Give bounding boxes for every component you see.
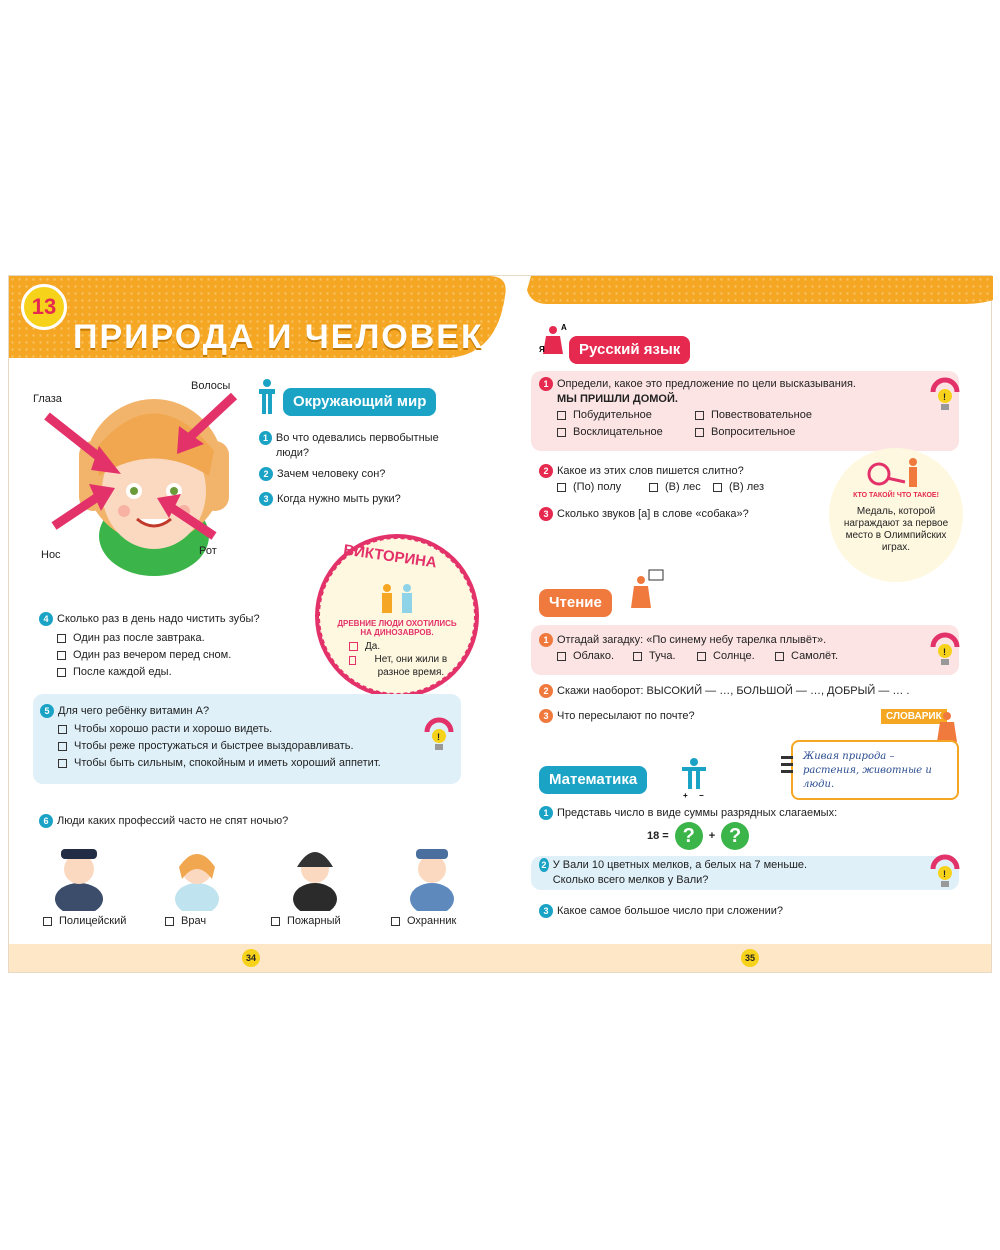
math-q1-expression: [647, 822, 749, 850]
world-q2: 2 Зачем человеку сон?: [259, 467, 459, 482]
reading-q1-option-2[interactable]: Туча.: [633, 648, 697, 665]
lesson-number-badge: [21, 284, 67, 330]
lightbulb-icon: [929, 631, 961, 671]
reading-q2-text: 2 Скажи наоборот: ВЫСОКИЙ — …, БОЛЬШОЙ — …, ДОБРЫЙ — … .: [539, 684, 910, 699]
q4-option-1[interactable]: Один раз после завтрака.: [39, 630, 309, 647]
q6-option-guard[interactable]: Охранник: [391, 913, 456, 930]
world-q3: 3 Когда нужно мыть руки?: [259, 492, 459, 507]
russian-q3-text: 3 Сколько звуков [а] в слове «собака»?: [539, 507, 749, 522]
russian-q2-block: [539, 464, 764, 496]
math-expr-left: 18 =: [647, 830, 669, 842]
q4-block: [39, 612, 309, 681]
right-page: [501, 276, 993, 972]
q5-text: 5 Для чего ребёнку витамин А?: [40, 704, 461, 719]
svg-text:−: −: [699, 791, 704, 800]
face-arrows: [39, 376, 249, 556]
person-letters-icon: [539, 322, 569, 362]
russian-q1-options: [539, 407, 959, 441]
q5-option-3[interactable]: Чтобы быть сильным, спокойным и иметь хороший аппетит.: [40, 755, 461, 772]
label-nose: Нос: [41, 549, 61, 561]
math-q2-block: [531, 856, 959, 890]
svg-text:!: !: [943, 392, 946, 402]
right-top-band: [501, 276, 993, 336]
label-hair: Волосы: [191, 380, 231, 392]
q6-text: 6 Люди каких профессий часто не спят ночью?: [39, 814, 288, 829]
label-mouth: Рот: [199, 545, 217, 557]
svg-text:+: +: [683, 791, 688, 800]
hard-question-badge-math: [929, 853, 961, 898]
russian-heading: Русский язык: [569, 336, 690, 364]
q4-option-2[interactable]: Один раз вечером перед сном.: [39, 647, 309, 664]
reading-q3-text: 3 Что пересылают по почте?: [539, 709, 695, 724]
math-question-mark-2: ?: [721, 822, 749, 850]
dictionary-label: СЛОВАРИК: [881, 709, 947, 724]
reading-q1-option-4[interactable]: Самолёт.: [775, 648, 838, 665]
russian-q2-option-3[interactable]: (В) лез: [713, 479, 764, 496]
lightbulb-icon: [929, 376, 961, 416]
math-person-icon: [679, 756, 709, 800]
russian-q1-option-2[interactable]: Повествовательное: [695, 407, 812, 424]
page-number-right: 35: [741, 949, 759, 967]
q5-option-2[interactable]: Чтобы реже простужаться и быстрее выздоравливать.: [40, 738, 461, 755]
who-what-label: КТО ТАКОЙ! ЧТО ТАКОЕ!: [853, 492, 939, 499]
hard-question-badge-russian: [929, 376, 961, 421]
russian-q1-block: [531, 371, 959, 451]
doctor-figure: [175, 854, 219, 911]
russian-q2-option-2[interactable]: (В) лес: [649, 479, 713, 496]
math-question-mark-1: ?: [675, 822, 703, 850]
quiz-statement: ДРЕВНИЕ ЛЮДИ ОХОТИЛИСЬ НА ДИНОЗАВРОВ.: [337, 619, 457, 637]
reading-q1-option-3[interactable]: Солнце.: [697, 648, 775, 665]
world-heading: Окружающий мир: [283, 388, 436, 416]
reading-q1-block: [531, 625, 959, 675]
q5-block: [33, 694, 461, 784]
quiz-options: [349, 640, 459, 679]
professions-illustration: [47, 831, 467, 911]
world-q1: 1 Во что одевались первобытные люди?: [259, 431, 459, 461]
q6-option-doctor[interactable]: Врач: [165, 913, 206, 930]
russian-q1-option-3[interactable]: Восклицательное: [557, 424, 695, 441]
svg-text:Я: Я: [539, 345, 545, 354]
label-eyes: Глаза: [33, 393, 62, 405]
math-q3-text: 3 Какое самое большое число при сложении?: [539, 904, 783, 919]
q4-text: 4 Сколько раз в день надо чистить зубы?: [39, 612, 309, 627]
left-page: [9, 276, 501, 972]
who-what-text: Медаль, которой награждают за первое место в Олимпийских играх.: [843, 506, 949, 553]
quiz-title: ВИКТОРИНА: [342, 541, 438, 572]
firefighter-figure: [293, 852, 337, 911]
page-number-left: 34: [242, 949, 260, 967]
svg-text:А: А: [561, 323, 567, 332]
dictionary-card: [791, 740, 959, 800]
world-questions: [259, 431, 459, 507]
guard-figure: [410, 849, 454, 911]
russian-q1-option-1[interactable]: Побудительное: [557, 407, 695, 424]
lesson-number: 13: [31, 294, 57, 319]
magnifier-person-icon: [861, 456, 931, 496]
hard-question-badge-reading: [929, 631, 961, 676]
policeman-figure: [55, 849, 103, 911]
lightbulb-icon: [929, 853, 961, 893]
svg-text:!: !: [943, 869, 946, 879]
q6-option-firefighter[interactable]: Пожарный: [271, 913, 341, 930]
q5-option-1[interactable]: Чтобы хорошо расти и хорошо видеть.: [40, 721, 461, 738]
svg-text:!: !: [943, 647, 946, 657]
quiz-option-yes[interactable]: Да.: [349, 640, 459, 653]
reading-person-icon: [629, 568, 665, 610]
russian-q2-option-1[interactable]: (По) полу: [557, 479, 649, 496]
math-heading: Математика: [539, 766, 647, 794]
q6-option-police[interactable]: Полицейский: [43, 913, 126, 930]
quiz-option-no[interactable]: Нет, они жили в разное время.: [349, 653, 459, 679]
who-what-bubble: [829, 448, 963, 582]
reading-q1-text: 1 Отгадай загадку: «По синему небу тарелка плывёт».: [539, 633, 959, 648]
book-spread: [8, 275, 992, 973]
person-icon: [259, 378, 275, 416]
page-title: ПРИРОДА И ЧЕЛОВЕК: [73, 318, 484, 356]
svg-text:!: !: [437, 732, 440, 742]
russian-q1-option-4[interactable]: Вопросительное: [695, 424, 812, 441]
russian-q2-text: 2 Какое из этих слов пишется слитно?: [539, 464, 764, 479]
math-q2-text: 2 У Вали 10 цветных мелков, а белых на 7 меньше. Сколько всего мелков у Вали?: [531, 856, 839, 888]
reading-heading: Чтение: [539, 589, 612, 617]
dictionary-text: Живая природа – растения, животные и люди.: [803, 751, 932, 790]
hard-question-badge: [423, 716, 455, 761]
lightbulb-icon: [423, 716, 455, 756]
q4-option-3[interactable]: После каждой еды.: [39, 664, 309, 681]
russian-q1-text: 1 Определи, какое это предложение по цели высказывания. МЫ ПРИШЛИ ДОМОЙ.: [539, 377, 959, 407]
math-plus: +: [708, 830, 716, 842]
russian-q1-sentence: МЫ ПРИШЛИ ДОМОЙ.: [557, 393, 678, 405]
notebook-rings-icon: [781, 754, 795, 774]
reading-q1-option-1[interactable]: Облако.: [557, 648, 633, 665]
math-q1-text: 1 Представь число в виде суммы разрядных слагаемых:: [539, 806, 837, 821]
